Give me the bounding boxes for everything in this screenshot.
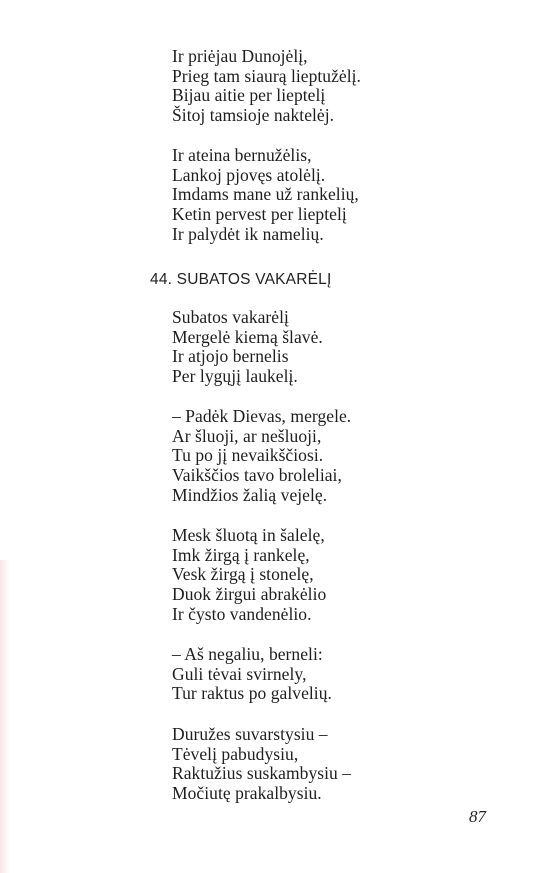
verse-line: Ar šluoji, ar nešluoji, [172,425,322,446]
verse-line: Mindžios žalią vejelę. [172,484,328,505]
verse-line: Lankoj pjovęs atolėlį. [172,164,326,185]
verse-line: Imdams mane už rankelių, [172,184,359,205]
verse-line: Šitoj tamsioje naktelėj. [172,105,335,126]
stanza-6 [172,645,332,704]
verse-line: Mergelė kiemą šlavė. [172,326,323,347]
stanza-3 [172,308,323,387]
verse-line: Tur raktus po galvelių. [172,683,332,704]
verse-line: Ketin pervest per lieptelį [172,204,347,225]
verse-line: Ir palydėt ik namelių. [172,223,324,244]
stanza-7 [172,725,351,804]
verse-line: Tu po jį nevaikščiosi. [172,445,324,466]
verse-line: Bijau aitie per lieptelį [172,85,326,106]
stanza-1 [172,47,361,126]
verse-line: – Aš negaliu, berneli: [172,644,323,664]
verse-line: Duružes suvarstysiu – [172,724,328,744]
verse-line: Ir atjojo bernelis [172,346,289,367]
page-number: 87 [469,807,486,826]
verse-line: Ir priėjau Dunojėlį, [172,46,308,66]
poem-heading: 44. SUBATOS VAKARĖLĮ [150,271,332,288]
stanza-5 [172,526,326,625]
verse-line: Ir čysto vandenėlio. [172,603,312,624]
verse-line: Guli tėvai svirnely, [172,663,307,684]
verse-line: Močiutę prakalbysiu. [172,783,322,804]
verse-line: Imk žirgą į rankelę, [172,544,310,565]
page-edge-shading [0,560,10,873]
stanza-4 [172,407,351,506]
verse-line: Mesk šluotą in šalelę, [172,525,325,545]
verse-line: Duok žirgui abrakėlio [172,584,327,605]
verse-line: Vesk žirgą į stonelę, [172,564,314,585]
verse-line: Tėvelį pabudysiu, [172,743,299,764]
verse-line: Prieg tam siaurą lieptužėlį. [172,65,361,86]
verse-line: Raktužius suskambysiu – [172,763,352,784]
verse-line: Vaikščios tavo broleliai, [172,465,342,486]
stanza-2 [172,146,359,245]
verse-line: Ir ateina bernužėlis, [172,145,312,165]
verse-line: – Padėk Dievas, mergele. [172,406,352,426]
verse-line: Per lygųjį laukelį. [172,366,298,387]
verse-line: Subatos vakarėlį [172,307,289,327]
